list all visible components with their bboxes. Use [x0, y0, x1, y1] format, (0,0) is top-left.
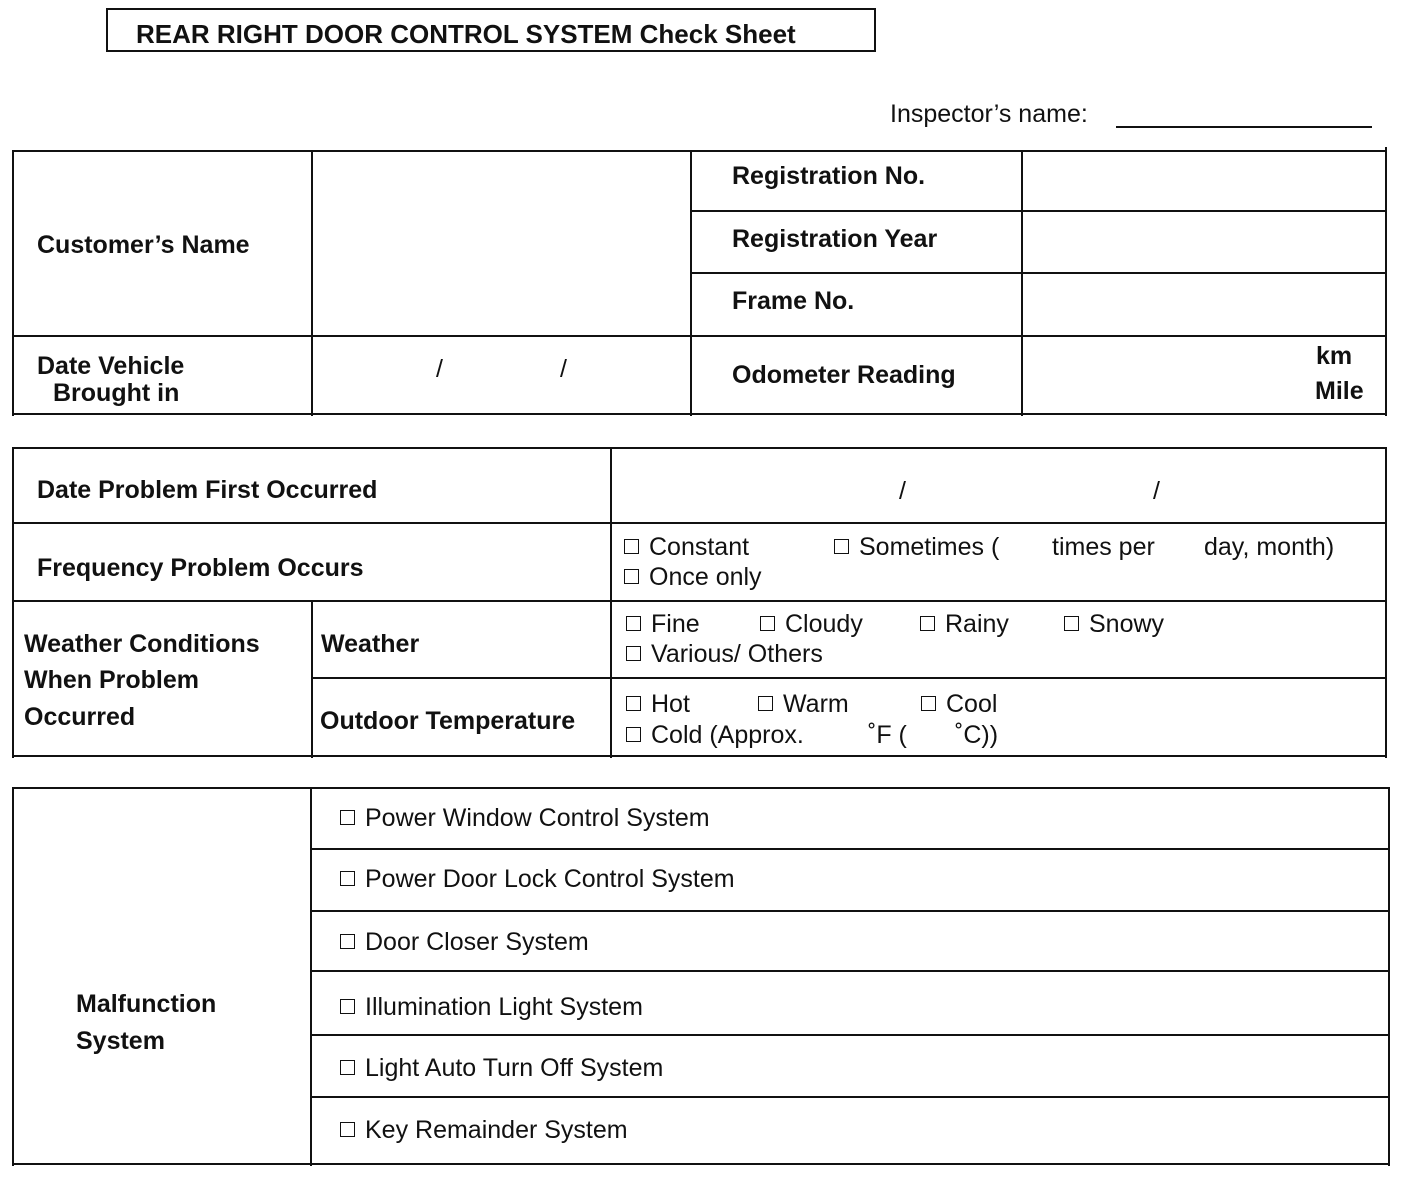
checkbox[interactable] — [626, 696, 641, 711]
checkbox[interactable] — [920, 616, 935, 631]
checkbox[interactable] — [921, 696, 936, 711]
checkbox[interactable] — [340, 1122, 355, 1137]
weather-option-fine[interactable]: Fine — [626, 611, 700, 639]
checkbox[interactable] — [624, 539, 639, 554]
date-separator: / — [899, 477, 906, 505]
malfunction-option-key-remainder[interactable]: Key Remainder System — [340, 1117, 628, 1145]
weather-conditions-label-line1: Weather Conditions — [24, 630, 260, 658]
checkbox[interactable] — [626, 646, 641, 661]
date-vehicle-label-line1: Date Vehicle — [37, 352, 185, 380]
date-vehicle-field[interactable] — [314, 338, 689, 412]
checkbox[interactable] — [340, 871, 355, 886]
registration-no-label: Registration No. — [732, 162, 926, 190]
malfunction-option-light-auto-off[interactable]: Light Auto Turn Off System — [340, 1055, 663, 1083]
frequency-times-per-label: times per — [1052, 533, 1155, 561]
checkbox[interactable] — [626, 727, 641, 742]
inspector-label: Inspector’s name: — [890, 100, 1088, 128]
temp-option-hot[interactable]: Hot — [626, 691, 690, 719]
weather-conditions-label-line3: Occurred — [24, 703, 136, 731]
frequency-option-once[interactable]: Once only — [624, 564, 762, 592]
checkbox[interactable] — [834, 539, 849, 554]
date-separator: / — [560, 355, 567, 383]
registration-year-label: Registration Year — [732, 225, 938, 253]
unit-km: km — [1316, 342, 1353, 370]
weather-option-snowy[interactable]: Snowy — [1064, 611, 1164, 639]
checkbox[interactable] — [624, 569, 639, 584]
weather-conditions-label-line2: When Problem — [24, 666, 200, 694]
customer-name-field[interactable] — [314, 153, 689, 334]
title-box — [106, 8, 876, 52]
checkbox[interactable] — [340, 810, 355, 825]
outdoor-temperature-label: Outdoor Temperature — [320, 707, 576, 735]
frequency-option-sometimes[interactable]: Sometimes ( — [834, 534, 999, 562]
malfunction-option-door-closer[interactable]: Door Closer System — [340, 929, 589, 957]
date-problem-first-field[interactable] — [613, 450, 1383, 521]
frame-no-label: Frame No. — [732, 287, 855, 315]
weather-label: Weather — [321, 630, 420, 658]
malfunction-system-label-line1: Malfunction — [76, 990, 217, 1018]
frame-no-field[interactable] — [1024, 275, 1384, 334]
checkbox[interactable] — [340, 1060, 355, 1075]
date-problem-first-label: Date Problem First Occurred — [37, 476, 378, 504]
weather-option-rainy[interactable]: Rainy — [920, 611, 1009, 639]
date-vehicle-label-line2: Brought in — [53, 379, 180, 407]
checkbox[interactable] — [758, 696, 773, 711]
checkbox[interactable] — [1064, 616, 1079, 631]
registration-year-field[interactable] — [1024, 213, 1384, 271]
odometer-field[interactable] — [1024, 338, 1384, 412]
checkbox[interactable] — [340, 999, 355, 1014]
customer-name-label: Customer’s Name — [37, 231, 250, 259]
temp-option-warm[interactable]: Warm — [758, 691, 849, 719]
inspector-name-field[interactable] — [1116, 126, 1372, 128]
frequency-day-month-label: day, month) — [1204, 533, 1335, 561]
weather-option-cloudy[interactable]: Cloudy — [760, 611, 863, 639]
temp-fahrenheit-label: ˚F ( — [868, 721, 907, 749]
frequency-label: Frequency Problem Occurs — [37, 554, 364, 582]
checkbox[interactable] — [760, 616, 775, 631]
malfunction-option-illumination-light[interactable]: Illumination Light System — [340, 994, 643, 1022]
odometer-label: Odometer Reading — [732, 361, 956, 389]
sheet-title: REAR RIGHT DOOR CONTROL SYSTEM Check Sheet — [136, 19, 796, 49]
temp-celsius-label: ˚C)) — [955, 721, 999, 749]
temp-option-cool[interactable]: Cool — [921, 691, 997, 719]
frequency-option-constant[interactable]: Constant — [624, 534, 749, 562]
registration-no-field[interactable] — [1024, 153, 1384, 209]
checkbox[interactable] — [626, 616, 641, 631]
malfunction-option-power-door-lock[interactable]: Power Door Lock Control System — [340, 866, 735, 894]
date-separator: / — [1153, 477, 1160, 505]
malfunction-option-power-window[interactable]: Power Window Control System — [340, 805, 710, 833]
temp-option-cold[interactable]: Cold (Approx. — [626, 722, 804, 750]
date-separator: / — [436, 355, 443, 383]
unit-mile: Mile — [1315, 377, 1364, 405]
malfunction-system-label-line2: System — [76, 1027, 165, 1055]
weather-option-various[interactable]: Various/ Others — [626, 641, 823, 669]
checkbox[interactable] — [340, 934, 355, 949]
